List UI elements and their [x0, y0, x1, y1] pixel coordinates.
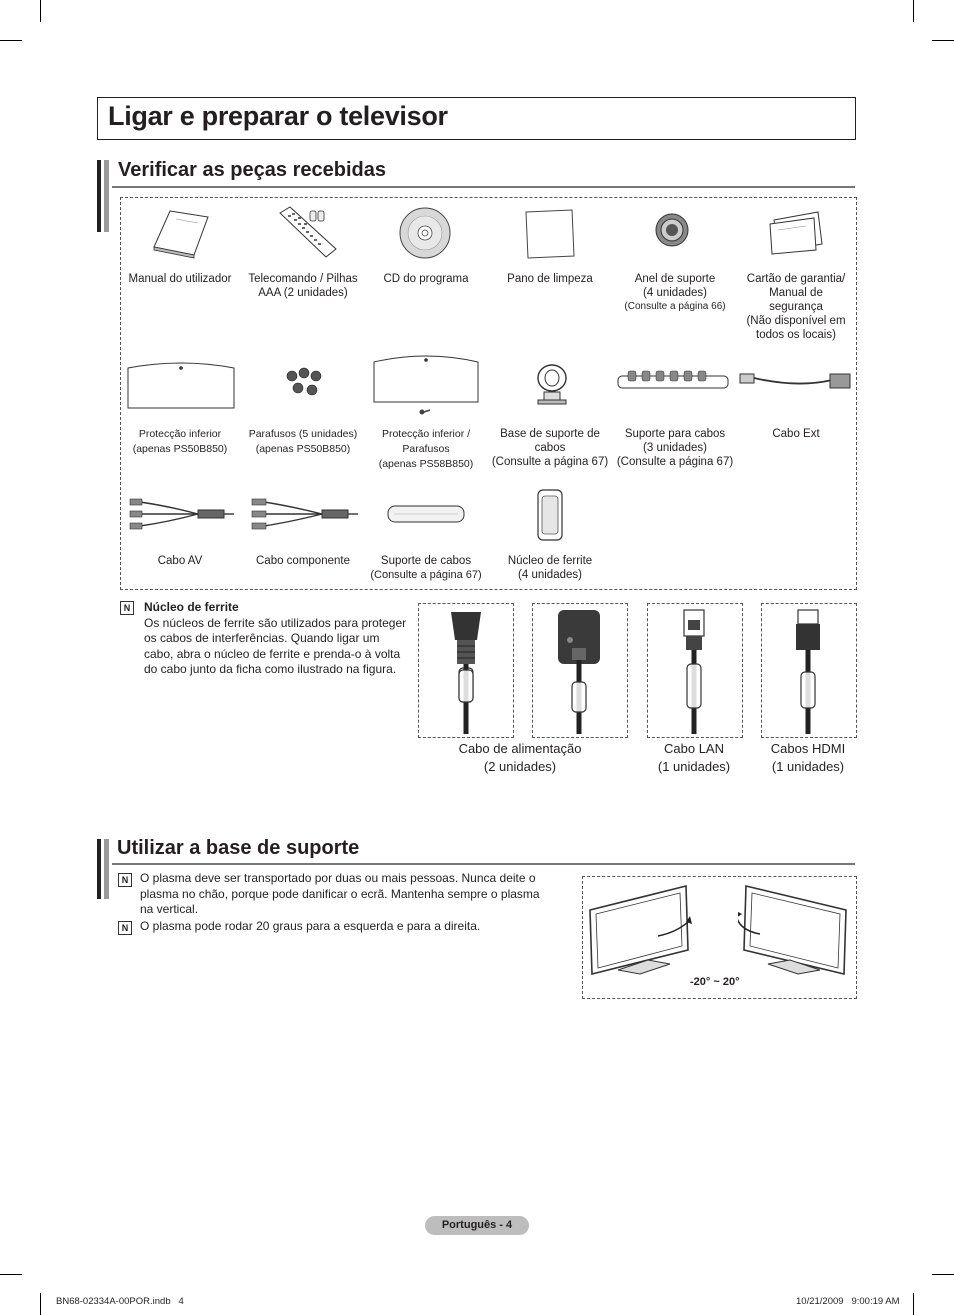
item-component-cable: [241, 554, 365, 568]
cable-support-icon: [386, 502, 466, 526]
item-label: Cabo componente: [256, 555, 350, 567]
cover-bottom-screws-icon: [372, 352, 480, 418]
power-cable-caption: [430, 740, 610, 776]
section-marker: [97, 839, 101, 899]
manual-icon: [148, 207, 212, 259]
item-label: (4 unidades): [518, 569, 582, 581]
item-label: Cartão de garantia/: [746, 273, 846, 285]
item-label: Protecção inferior /: [381, 428, 471, 440]
caption-line: (1 unidades): [771, 759, 845, 774]
item-label: (Não disponível em: [746, 315, 846, 327]
item-label: AAA (2 unidades): [258, 287, 348, 299]
ferrite-note-line: do cabo junto da ficha como ilustrado na figura.: [144, 662, 397, 676]
rotation-label: -20° ~ 20°: [690, 976, 740, 988]
section-title-stand: Utilizar a base de suporte: [117, 837, 360, 859]
item-manual: [118, 272, 242, 286]
ferrite-note-line: os cabos de interferências. Quando ligar um: [144, 631, 380, 645]
lan-plug-icon: [676, 606, 712, 734]
item-label: (3 unidades): [643, 442, 707, 454]
item-cd: [364, 272, 488, 286]
item-screws: [241, 427, 365, 457]
warranty-card-icon: [768, 210, 824, 256]
item-label: Telecomando / Pilhas: [248, 273, 358, 285]
item-cover-bottom: [118, 427, 242, 457]
stand-note-1: [140, 871, 570, 918]
footer-timestamp: 10/21/2009 9:00:19 AM: [796, 1296, 900, 1307]
item-cover-bottom-screws: [364, 427, 488, 472]
item-cloth: [488, 272, 612, 286]
section-underline: [112, 186, 855, 188]
holder-ring-icon: [652, 210, 692, 250]
section-marker: [104, 839, 109, 899]
ferrite-core-icon: [532, 488, 568, 542]
caption-line: (2 unidades): [483, 759, 557, 774]
item-label: (apenas PS50B850): [255, 443, 351, 455]
item-label: Cabo AV: [157, 555, 203, 567]
section-marker: [104, 160, 109, 232]
cover-bottom-icon: [126, 360, 236, 410]
section-marker: [97, 160, 101, 232]
crop-mark: [932, 40, 954, 41]
item-label: (apenas PS58B850): [378, 458, 474, 470]
tv-rotated-right-icon: [738, 880, 850, 976]
item-label: (Consulte a página 67): [616, 456, 734, 468]
item-warranty: [734, 272, 858, 342]
item-label: Protecção inferior: [138, 428, 222, 440]
note-line: plasma no chão, porque pode danificar o ecrã. Mantenha sempre o plasma: [140, 886, 540, 901]
screws-icon: [282, 366, 328, 400]
tv-rotated-left-icon: [588, 880, 698, 976]
ferrite-note-heading: Núcleo de ferrite: [144, 600, 239, 614]
item-remote: [241, 272, 365, 300]
scart-cable-icon: [738, 366, 854, 398]
item-label: Cabo Ext: [772, 428, 820, 440]
crop-mark: [932, 1274, 954, 1275]
page-number: Português - 4: [425, 1216, 529, 1235]
item-label: (Consulte a página 67): [491, 456, 609, 468]
item-scart-cable: [734, 427, 858, 441]
hdmi-cable-caption: [752, 740, 864, 776]
item-label-small: (Consulte a página 66): [624, 301, 726, 312]
item-cable-holder-stand: [486, 427, 614, 469]
item-label: todos os locais): [756, 329, 836, 341]
crop-mark: [40, 0, 41, 22]
item-label: Parafusos (5 unidades): [248, 428, 358, 440]
note-line: na vertical.: [140, 902, 199, 916]
lan-cable-caption: [638, 740, 750, 776]
note-icon: N: [120, 601, 134, 615]
caption-line: Cabos HDMI: [770, 741, 846, 756]
power-adapter-icon: [556, 608, 602, 734]
item-label: Pano de limpeza: [507, 273, 593, 285]
crop-mark: [913, 1293, 914, 1315]
item-holder-ring: [613, 272, 737, 314]
crop-mark: [913, 0, 914, 22]
item-ferrite-core: [488, 554, 612, 582]
caption-line: Cabo LAN: [664, 741, 724, 756]
page-title-box: [97, 97, 856, 140]
component-cable-icon: [250, 496, 360, 532]
section-underline: [112, 863, 855, 865]
item-label: CD do programa: [383, 273, 469, 285]
crop-mark: [40, 1293, 41, 1315]
item-label: Manual do utilizador: [128, 273, 232, 285]
item-label: Parafusos: [402, 443, 450, 455]
stand-note-2: [140, 919, 570, 935]
caption-line: (1 unidades): [657, 759, 731, 774]
crop-mark: [0, 1274, 22, 1275]
cd-icon: [398, 206, 452, 260]
item-label: (4 unidades): [643, 287, 707, 299]
note-line: O plasma pode rodar 20 graus para a esquerda e para a direita.: [140, 919, 481, 933]
hdmi-plug-icon: [790, 606, 826, 734]
cable-tie-icon: [616, 368, 730, 394]
item-label: (apenas PS50B850): [132, 443, 228, 455]
item-label-small: (Consulte a página 67): [370, 569, 482, 581]
av-cable-icon: [128, 496, 236, 532]
note-icon: N: [118, 921, 132, 935]
note-line: O plasma deve ser transportado por duas ou mais pessoas. Nunca deite o: [140, 871, 536, 885]
cleaning-cloth-icon: [524, 208, 576, 260]
crop-mark: [0, 40, 22, 41]
item-cable-tie: [613, 427, 737, 469]
item-label: Suporte para cabos: [624, 428, 726, 440]
item-label: Suporte de cabos: [380, 555, 472, 567]
item-label: Base de suporte de cabos: [500, 428, 600, 454]
page-title: Ligar e preparar o televisor: [108, 101, 448, 131]
ferrite-note-line: Os núcleos de ferrite são utilizados para proteger: [144, 615, 407, 630]
cable-holder-stand-icon: [532, 362, 572, 406]
item-label: segurança: [769, 301, 823, 313]
section-title-parts: Verificar as peças recebidas: [118, 159, 386, 181]
ferrite-note: [144, 600, 414, 678]
footer-file: BN68-02334A-00POR.indb 4: [56, 1296, 184, 1307]
item-av-cable: [118, 554, 242, 568]
ferrite-note-line: cabo, abra o núcleo de ferrite e prenda-o à volta: [144, 646, 401, 661]
caption-line: Cabo de alimentação: [458, 741, 582, 756]
note-icon: N: [118, 873, 132, 887]
item-label: Núcleo de ferrite: [507, 555, 593, 567]
item-cable-support: [364, 554, 488, 582]
item-label: Anel de suporte: [634, 273, 716, 285]
remote-control-icon: [272, 205, 342, 261]
power-plug-icon: [445, 606, 487, 734]
item-label: Manual de: [769, 287, 823, 299]
